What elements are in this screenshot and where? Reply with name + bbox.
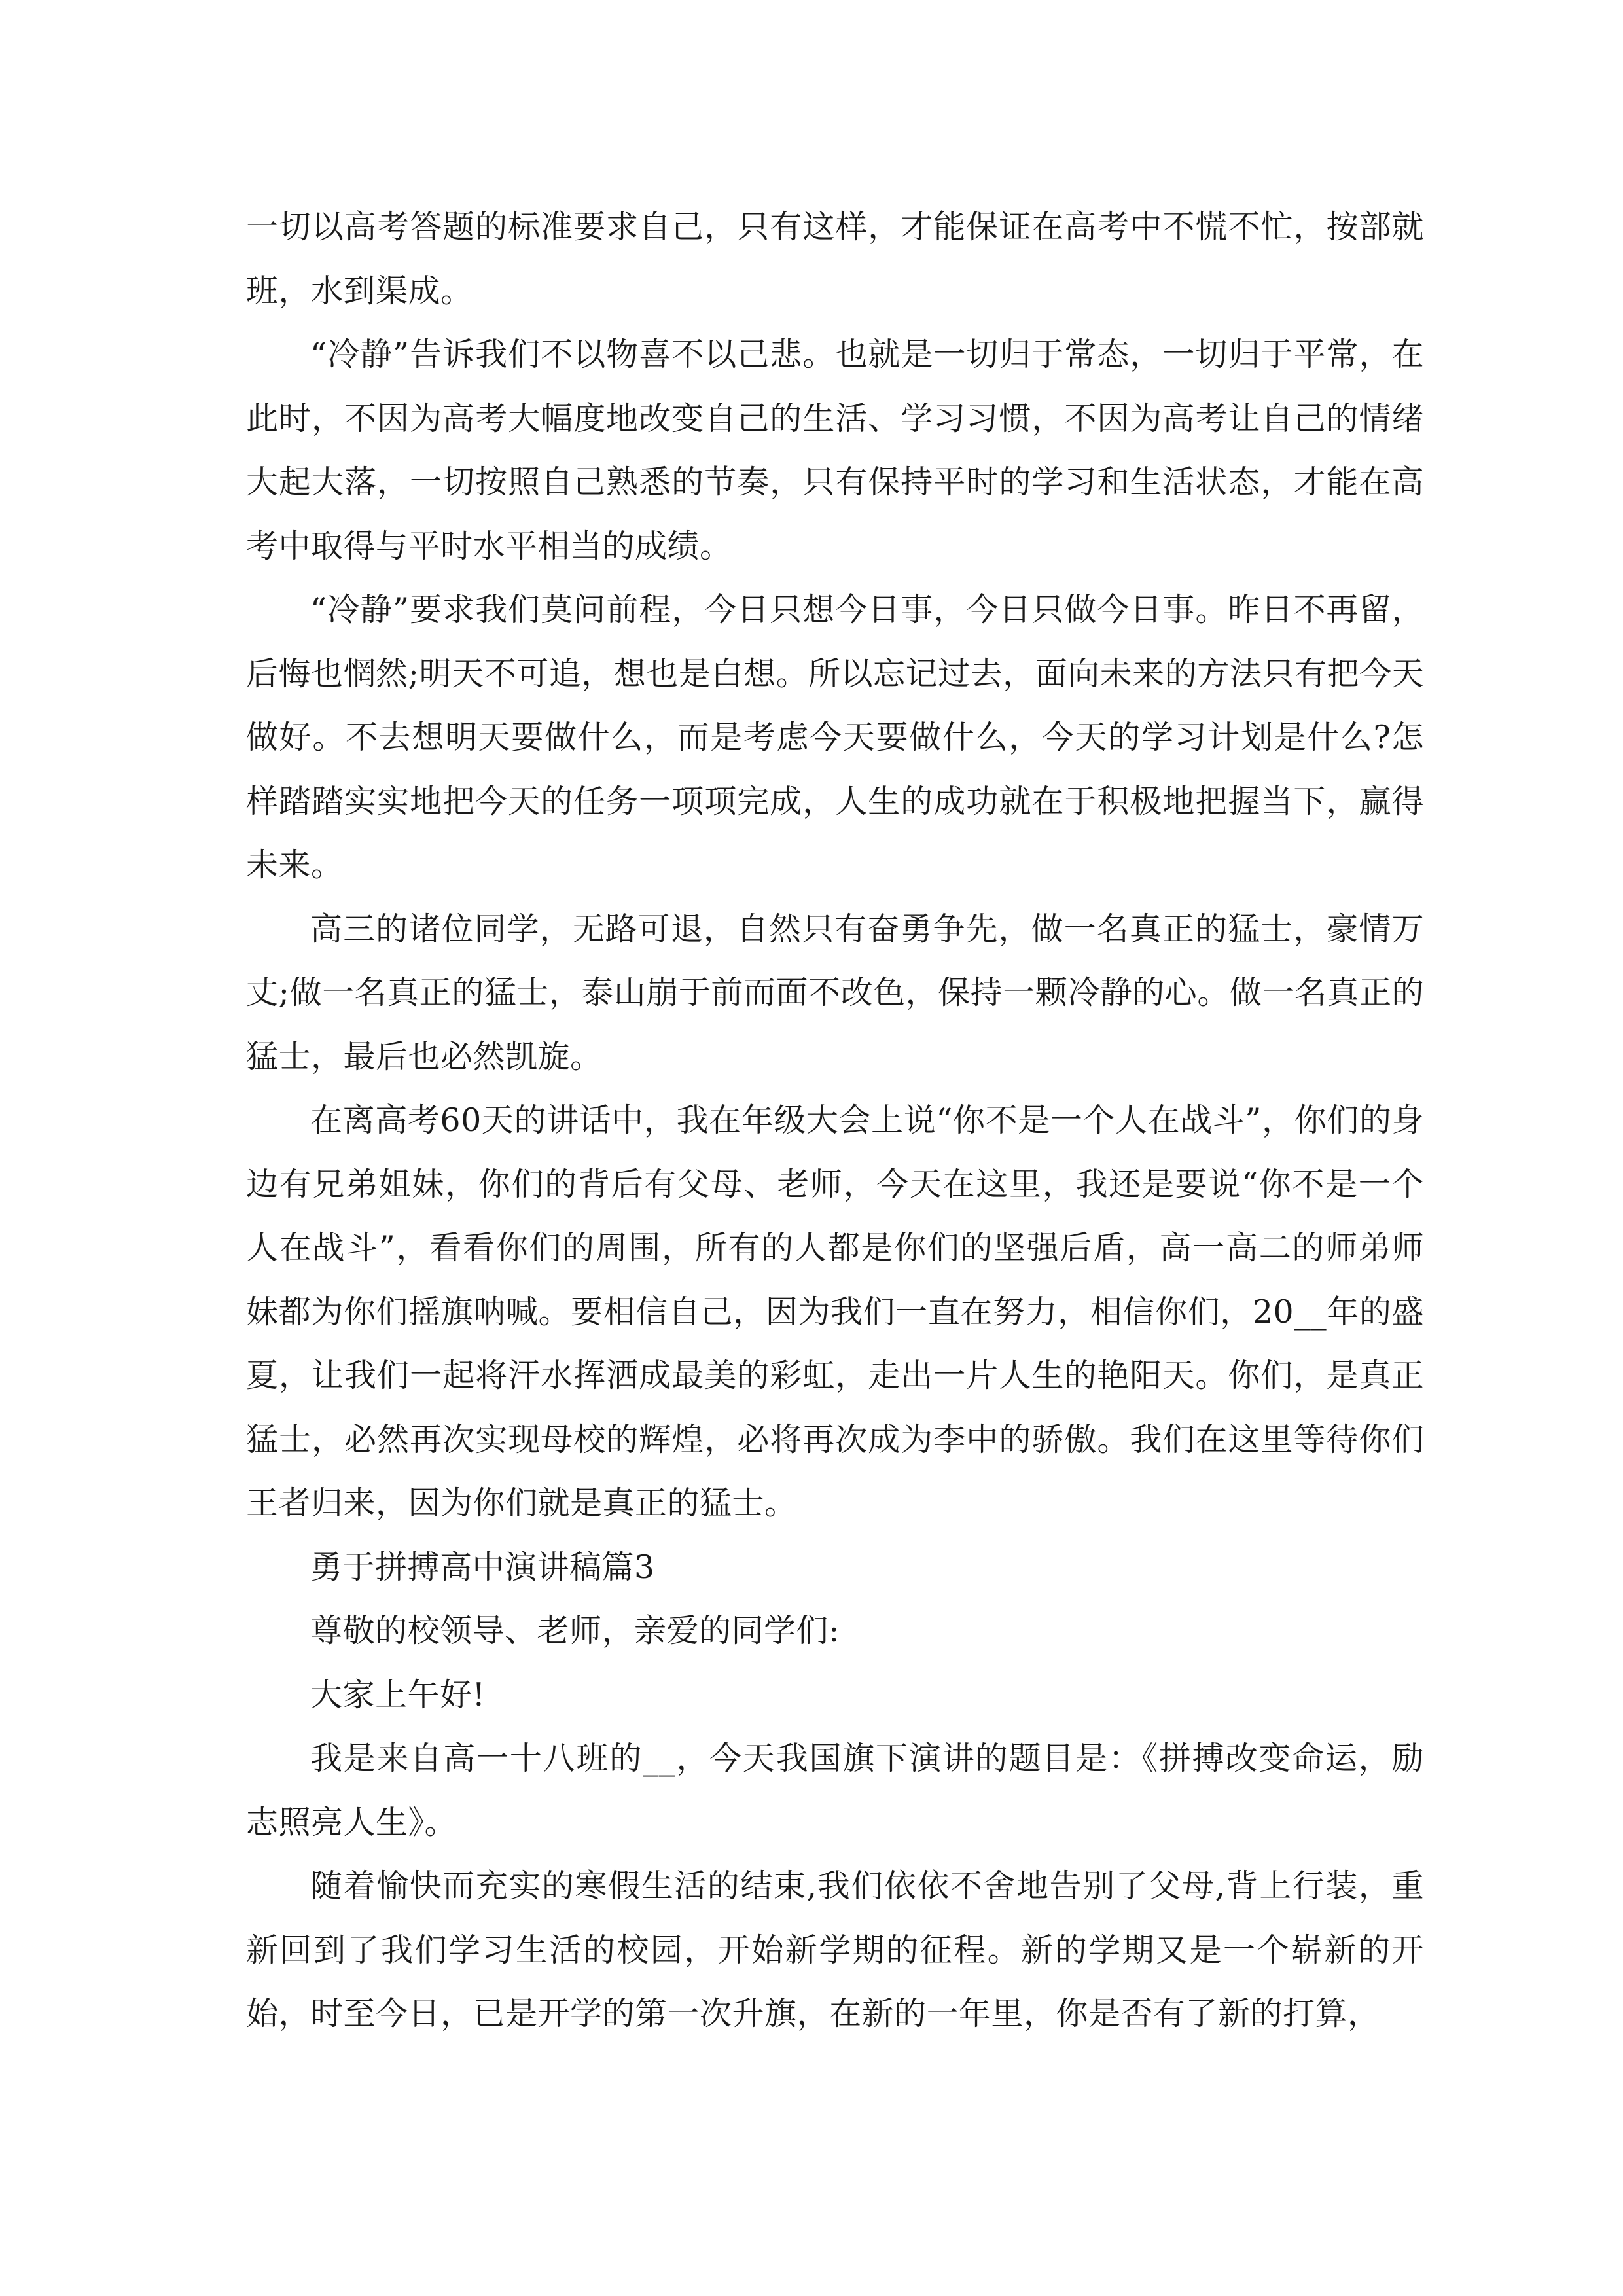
document-body [246, 195, 1424, 2046]
paragraph: “冷静”要求我们莫问前程，今日只想今日事，今日只做今日事。昨日不再留，后悔也惘然;明天不可追，想也是白想。所以忘记过去，面向未来的方法只有把今天做好。不去想明天要做什么，而是考虑今天要做什么，今天的学习计划是什么?怎样踏踏实实地把今天的任务一项项完成，人生的成功就在于积极地把握当下，赢得未来。 [246, 591, 1424, 884]
section-heading: 勇于拼搏高中演讲稿篇3 [310, 1548, 655, 1586]
salutation: 尊敬的校领导、老师，亲爱的同学们: [310, 1612, 840, 1649]
paragraph: “冷静”告诉我们不以物喜不以己悲。也就是一切归于常态，一切归于平常，在此时，不因为高考大幅度地改变自己的生活、学习习惯，不因为高考让自己的情绪大起大落，一切按照自己熟悉的节奏，只有保持平时的学习和生活状态，才能在高考中取得与平时水平相当的成绩。 [246, 336, 1424, 565]
paragraph: 高三的诸位同学，无路可退，自然只有奋勇争先，做一名真正的猛士，豪情万丈;做一名真正的猛士，泰山崩于前而面不改色，保持一颗冷静的心。做一名真正的猛士，最后也必然凯旋。 [246, 910, 1424, 1075]
paragraph: 一切以高考答题的标准要求自己，只有这样，才能保证在高考中不慌不忙，按部就班，水到渠成。 [246, 208, 1424, 310]
paragraph: 我是来自高一十八班的__，今天我国旗下演讲的题目是：《拼搏改变命运，励志照亮人生》。 [246, 1740, 1424, 1841]
paragraph: 随着愉快而充实的寒假生活的结束,我们依依不舍地告别了父母,背上行装，重新回到了我们学习生活的校园，开始新学期的征程。新的学期又是一个崭新的开始，时至今日，已是开学的第一次升旗，在新的一年里，你是否有了新的打算， [246, 1867, 1424, 2032]
paragraph: 在离高考60天的讲话中，我在年级大会上说“你不是一个人在战斗”，你们的身边有兄弟姐妹，你们的背后有父母、老师，今天在这里，我还是要说“你不是一个人在战斗”，看看你们的周围，所有的人都是你们的坚强后盾，高一高二的师弟师妹都为你们摇旗呐喊。要相信自己，因为我们一直在努力，相信你们，20__年的盛夏，让我们一起将汗水挥洒成最美的彩虹，走出一片人生的艳阳天。你们，是真正猛士，必然再次实现母校的辉煌，必将再次成为李中的骄傲。我们在这里等待你们王者归来，因为你们就是真正的猛士。 [246, 1102, 1424, 1522]
greeting: 大家上午好! [310, 1676, 486, 1713]
